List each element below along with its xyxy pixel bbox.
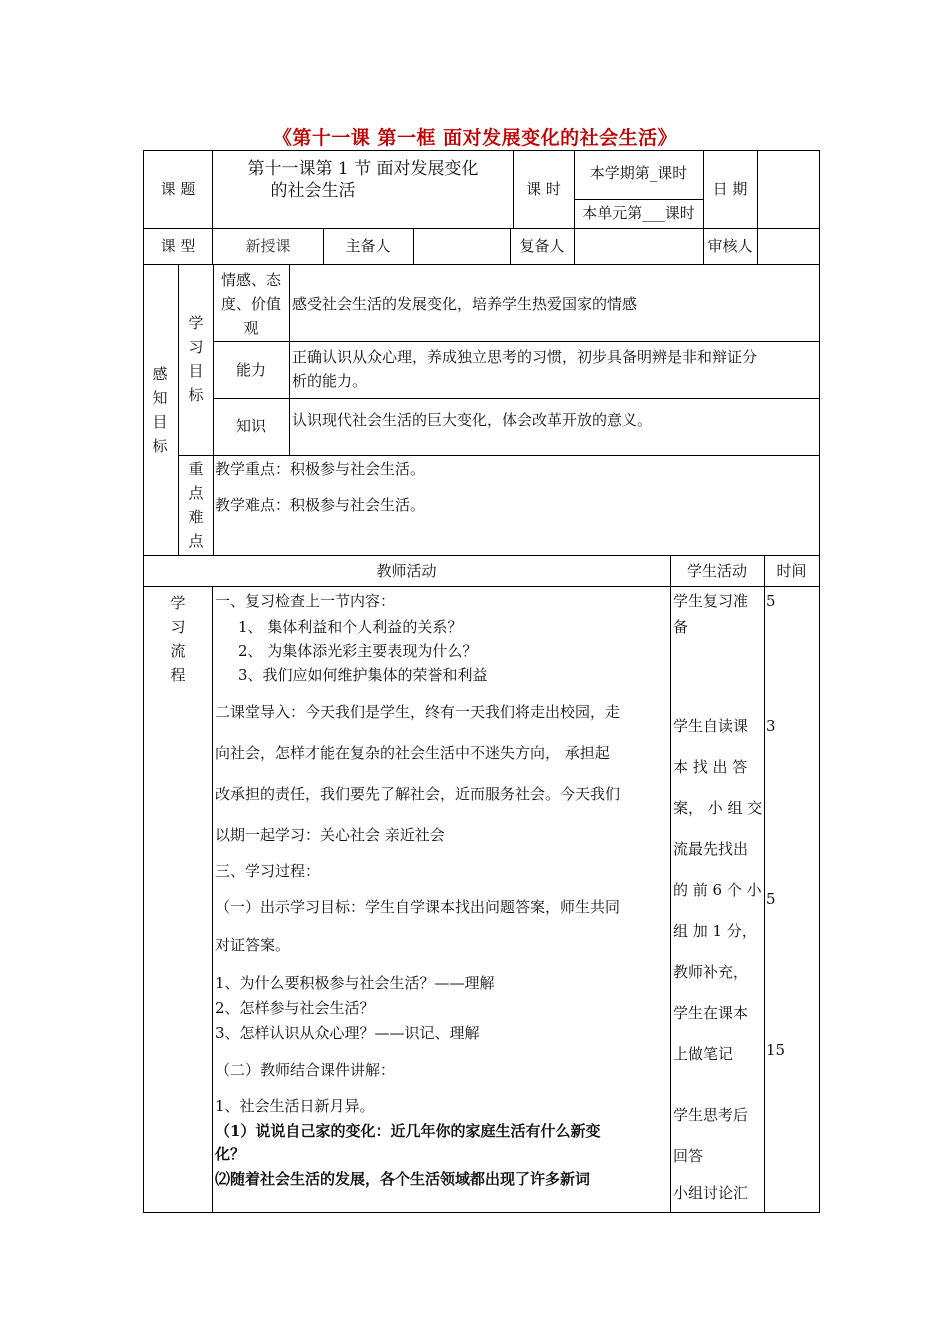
flow-label-char: 学	[170, 594, 186, 612]
learning-label-char: 标	[188, 386, 204, 404]
teacher-line: 3、我们应如何维护集体的荣誉和利益	[238, 666, 488, 684]
teacher-line: 改承担的责任，我们要先了解社会，近而服务社会。今天我们	[215, 785, 621, 803]
lesson-title-line1: 第十一课第 1 节 面对发展变化	[247, 159, 479, 179]
period-unit: 本单元第___课时	[582, 204, 695, 222]
teacher-line: 3、怎样认识从众心理？——识记、理解	[215, 1024, 480, 1042]
teacher-line: 二课堂导入：今天我们是学生，终有一天我们将走出校园，走	[215, 703, 621, 721]
teacher-line: 三、学习过程：	[215, 862, 321, 880]
student-activity-header: 学生活动	[686, 562, 747, 580]
key-label-char: 重	[188, 460, 204, 478]
flow-label-char: 习	[170, 618, 186, 636]
emotion-label-line2: 度、价值	[220, 295, 281, 313]
emotion-label-line3: 观	[243, 319, 259, 337]
lesson-title-line2: 的社会生活	[270, 181, 356, 201]
teacher-line: 1、为什么要积极参与社会生活？——理解	[215, 974, 495, 992]
preparer-label: 主备人	[345, 237, 391, 255]
student-line: 本 找 出 答	[673, 758, 748, 776]
student-line: 上做笔记	[673, 1045, 734, 1063]
student-line: 学生在课本	[673, 1004, 749, 1022]
period-label: 课 时	[526, 180, 561, 198]
student-line: 小组讨论汇	[673, 1184, 749, 1202]
student-line: 组 加 1 分，	[673, 922, 757, 940]
goals-outer-char: 感	[152, 365, 168, 383]
student-line: 学生自读课	[673, 717, 749, 735]
difficult-point-text: 教学难点：积极参与社会生活。	[215, 496, 426, 514]
student-line: 的 前 6 个 小	[673, 881, 762, 899]
time-value: 3	[766, 717, 776, 735]
student-line: 案， 小 组 交	[673, 799, 763, 817]
teacher-line: 2、 为集体添光彩主要表现为什么？	[238, 642, 478, 660]
teacher-line: 对证答案。	[215, 936, 291, 954]
student-line: 教师补充，	[673, 963, 749, 981]
teacher-line: 1、社会生活日新月异。	[215, 1097, 375, 1115]
time-value: 5	[766, 592, 776, 610]
goals-outer-char: 标	[152, 437, 168, 455]
teacher-line: （1）说说自己家的变化：近几年你的家庭生活有什么新变	[215, 1122, 601, 1140]
student-line: 备	[673, 618, 689, 636]
lesson-label: 课 题	[160, 180, 196, 198]
teacher-line: 1、 集体利益和个人利益的关系？	[238, 618, 463, 636]
time-value: 15	[766, 1041, 786, 1059]
type-label: 课 型	[160, 237, 196, 255]
ability-goal-text-line2: 析的能力。	[292, 372, 368, 390]
ability-label: 能力	[235, 361, 266, 379]
type-value: 新授课	[245, 237, 291, 255]
key-point-text: 教学重点：积极参与社会生活。	[215, 460, 426, 478]
knowledge-goal-text: 认识现代社会生活的巨大变化，体会改革开放的意义。	[292, 411, 653, 429]
key-label-char: 难	[188, 508, 204, 526]
teacher-line: ⑵随着社会生活的发展，各个生活领域都出现了许多新词	[215, 1170, 591, 1188]
emotion-label-line1: 情感、态	[220, 271, 281, 289]
teacher-line: 2、怎样参与社会生活？	[215, 999, 375, 1017]
learning-label-char: 目	[188, 362, 204, 380]
emotion-goal-text: 感受社会生活的发展变化，培养学生热爱国家的情感	[292, 295, 638, 313]
flow-label-char: 流	[170, 642, 186, 660]
reviewer-label: 审核人	[707, 237, 753, 255]
key-label-char: 点	[188, 484, 204, 502]
student-line: 流最先找出	[673, 840, 749, 858]
knowledge-label: 知识	[235, 417, 266, 435]
student-line: 学生思考后	[673, 1106, 749, 1124]
flow-label-char: 程	[170, 666, 186, 684]
time-value: 5	[766, 890, 776, 908]
learning-label-char: 习	[188, 338, 204, 356]
document-title: 《第十一课 第一框 面对发展变化的社会生活》	[272, 127, 678, 149]
teacher-line: 化？	[215, 1145, 246, 1163]
ability-goal-text-line1: 正确认识从众心理，养成独立思考的习惯，初步具备明辨是非和辩证分	[292, 348, 758, 366]
teacher-line: 向社会，怎样才能在复杂的社会生活中不迷失方向， 承担起	[215, 744, 610, 762]
teacher-activity-header: 教师活动	[376, 562, 437, 580]
teacher-line: 以期一起学习：关心社会 亲近社会	[215, 826, 445, 844]
time-header: 时间	[776, 562, 807, 580]
student-line: 学生复习准	[673, 592, 749, 610]
period-semester: 本学期第_课时	[589, 164, 688, 182]
student-line: 回答	[673, 1147, 704, 1165]
teacher-line: 一、复习检查上一节内容：	[215, 592, 396, 610]
learning-label-char: 学	[188, 314, 204, 332]
key-label-char: 点	[188, 532, 204, 550]
teacher-line: （二）教师结合课件讲解：	[215, 1061, 396, 1079]
co-preparer-label: 复备人	[519, 237, 565, 255]
teacher-line: （一）出示学习目标：学生自学课本找出问题答案，师生共同	[215, 898, 621, 916]
goals-outer-char: 目	[152, 413, 168, 431]
date-label: 日 期	[712, 180, 748, 198]
goals-outer-char: 知	[152, 389, 168, 407]
